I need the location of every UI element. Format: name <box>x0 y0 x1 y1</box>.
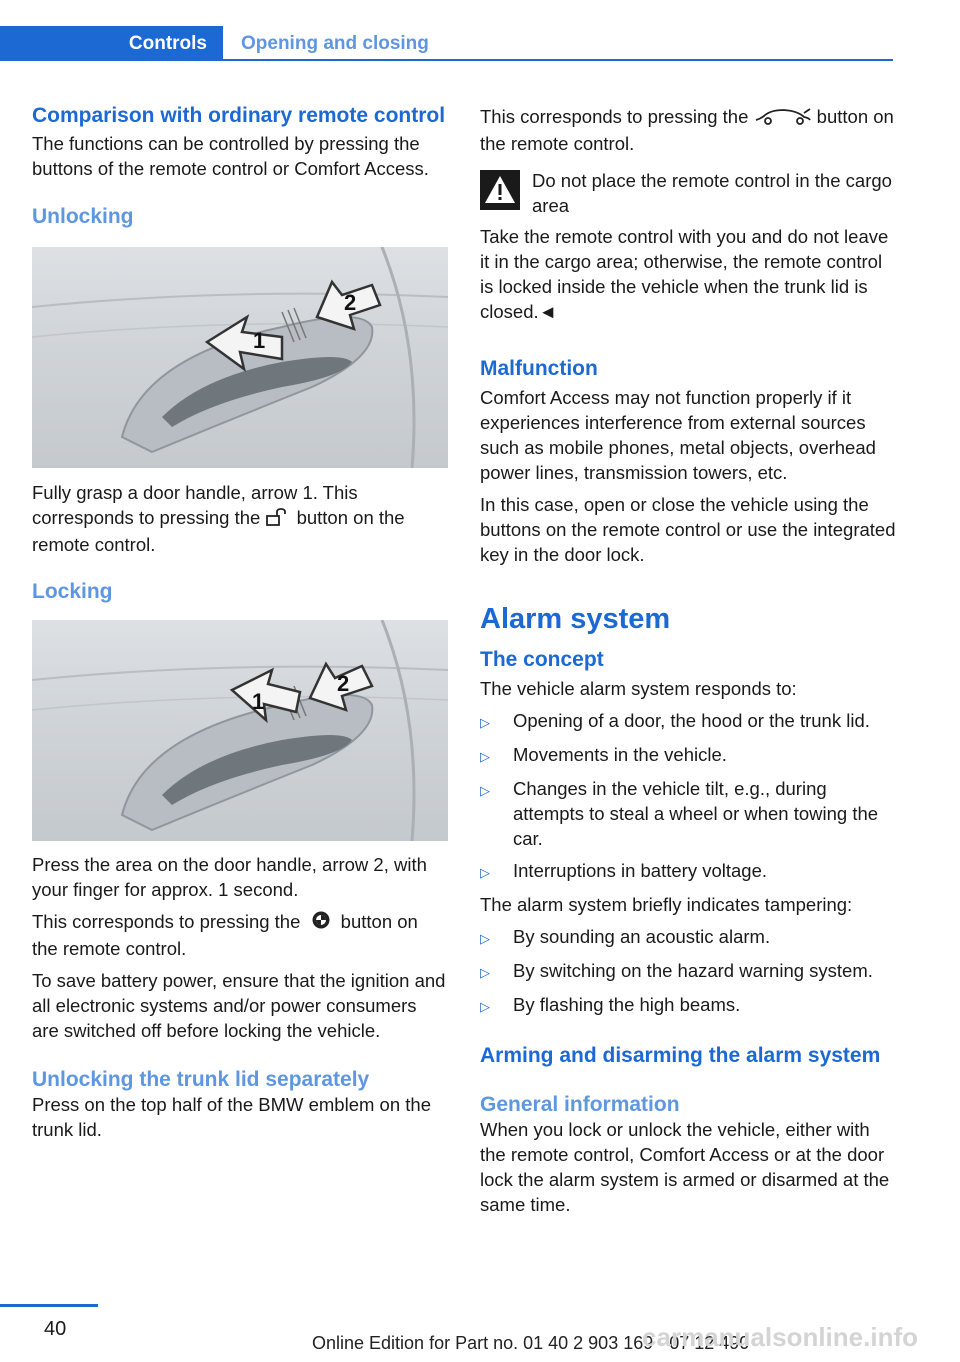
car-trunk-icon <box>754 106 812 131</box>
tab-controls-label: Controls <box>128 33 207 54</box>
trunk-text: Press on the top half of the BMW emblem on the trunk lid. <box>32 1093 431 1140</box>
warning-title: Do not place the remote control in the cargo area <box>532 169 892 216</box>
bullet-triangle-icon: ▷ <box>480 864 490 880</box>
footer-rule <box>0 1304 98 1307</box>
tab-opening-closing[interactable]: Opening and closing <box>241 33 429 54</box>
arrow-1-label: 1 <box>252 688 265 714</box>
unlocking-text: Fully grasp a door handle, arrow 1. This corresponds to pressing the button on the remote control. <box>32 482 405 555</box>
unlocking-heading: Unlocking <box>32 205 134 228</box>
warning-block <box>480 168 896 218</box>
malfunction-text-1: Comfort Access may not function properly if it experiences interference from external sources such as mobile phones, metal objects, overhead power lines, transmission towers, etc. <box>480 386 876 483</box>
header-rule <box>223 59 893 61</box>
general-information-heading: General information <box>480 1092 680 1116</box>
list-item: ▷ Changes in the vehicle tilt, e.g., during attempts to steal a wheel or when towing the car. <box>480 777 879 849</box>
comparison-text: The functions can be controlled by pressing the buttons of the remote control or Comfort Access. <box>32 133 429 179</box>
malfunction-text-2: In this case, open or close the vehicle using the buttons on the remote control or use the integrated key in the door lock. <box>480 493 896 565</box>
list-item: ▷ Movements in the vehicle. <box>480 742 896 769</box>
general-information-text: When you lock or unlock the vehicle, either with the remote control, Comfort Access or at the door lock the alarm system is armed or disarmed at the same time. <box>480 1118 890 1215</box>
bullet-triangle-icon: ▷ <box>480 748 490 764</box>
edition-text: Online Edition for Part no. 01 40 2 903 169 - 07 12 490 <box>312 1333 750 1353</box>
arming-heading: Arming and disarming the alarm system <box>480 1043 881 1067</box>
locking-text-1: Press the area on the door handle, arrow 2, with your finger for approx. 1 second. <box>32 853 427 900</box>
list-item: ▷ Opening of a door, the hood or the trunk lid. <box>480 708 896 735</box>
bullet-triangle-icon: ▷ <box>480 930 490 946</box>
locking-heading: Locking <box>32 579 113 603</box>
bullet-triangle-icon: ▷ <box>480 714 490 730</box>
concept-list <box>480 708 896 885</box>
list-item: ▷ By flashing the high beams. <box>480 992 896 1019</box>
tab-controls[interactable] <box>0 26 223 61</box>
malfunction-heading: Malfunction <box>480 356 598 380</box>
watermark: carmanualsonline.info <box>642 1322 918 1352</box>
bullet-triangle-icon: ▷ <box>480 998 490 1014</box>
tampering-intro: The alarm system briefly indicates tampering: <box>480 893 853 915</box>
page-number: 40 <box>44 1318 67 1340</box>
page-header <box>0 26 893 61</box>
warning-text: Take the remote control with you and do not leave it in the cargo area; otherwise, the remote control is locked inside the vehicle when the trunk lid is closed.◄ <box>480 225 889 322</box>
alarm-system-heading: Alarm system <box>480 602 671 635</box>
bullet-triangle-icon: ▷ <box>480 782 490 798</box>
trunk-continued-text: This corresponds to pressing the button on the remote control. <box>480 106 894 154</box>
concept-intro: The vehicle alarm system responds to: <box>480 677 797 699</box>
tampering-list <box>480 924 896 1019</box>
bmw-logo-lock-icon <box>306 910 336 936</box>
comparison-heading: Comparison with ordinary remote control <box>32 104 446 127</box>
list-item: ▷ Interruptions in battery voltage. <box>480 858 896 885</box>
arrow-2-label: 2 <box>344 290 357 315</box>
arrow-1-label: 1 <box>253 328 266 353</box>
trunk-heading: Unlocking the trunk lid separately <box>32 1067 370 1091</box>
list-item: ▷ By switching on the hazard warning system. <box>480 958 896 985</box>
locking-text-2: This corresponds to pressing the button on the remote control. <box>32 910 418 959</box>
locking-text-3: To save battery power, ensure that the ignition and all electronic systems and/or power consumers are switched off before locking the vehicle. <box>32 969 446 1041</box>
list-item: ▷ By sounding an acoustic alarm. <box>480 924 896 951</box>
concept-heading: The concept <box>480 647 604 671</box>
right-column <box>480 104 896 1217</box>
door-handle-unlock-image <box>32 247 448 468</box>
left-column <box>32 104 448 1142</box>
door-handle-lock-image <box>32 620 448 841</box>
unlock-icon <box>265 507 291 532</box>
warning-triangle-icon <box>480 170 520 210</box>
bullet-triangle-icon: ▷ <box>480 964 490 980</box>
arrow-2-label: 2 <box>337 670 350 696</box>
